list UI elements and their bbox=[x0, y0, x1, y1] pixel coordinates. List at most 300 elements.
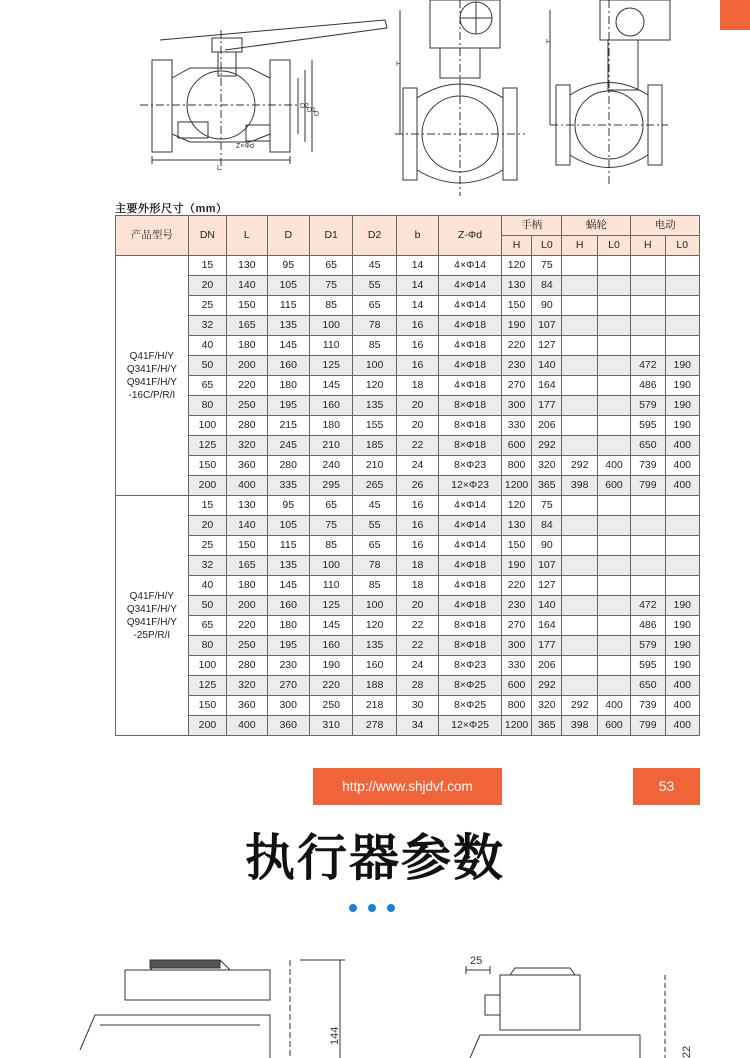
table-cell bbox=[631, 336, 665, 356]
table-cell bbox=[597, 256, 630, 276]
table-cell: 210 bbox=[309, 436, 352, 456]
table-cell: 330 bbox=[501, 656, 531, 676]
table-cell bbox=[562, 336, 597, 356]
table-cell: 100 bbox=[353, 356, 396, 376]
table-cell: 130 bbox=[501, 516, 531, 536]
header-b: b bbox=[396, 216, 438, 256]
table-cell: 190 bbox=[665, 376, 699, 396]
model-line: Q341F/H/Y bbox=[126, 603, 177, 615]
table-cell: 26 bbox=[396, 476, 438, 496]
table-cell bbox=[597, 496, 630, 516]
table-cell: 739 bbox=[631, 456, 665, 476]
table-cell bbox=[665, 256, 699, 276]
table-cell: 230 bbox=[501, 596, 531, 616]
header-d: D bbox=[267, 216, 309, 256]
table-cell: 600 bbox=[501, 436, 531, 456]
table-cell: 185 bbox=[353, 436, 396, 456]
table-cell: 160 bbox=[267, 596, 309, 616]
table-cell: 14 bbox=[396, 276, 438, 296]
table-cell: 200 bbox=[188, 476, 226, 496]
table-cell: 1200 bbox=[501, 716, 531, 736]
table-cell: 292 bbox=[532, 676, 562, 696]
table-row bbox=[116, 296, 700, 316]
table-cell: 130 bbox=[227, 256, 267, 276]
table-cell: 12×Φ25 bbox=[439, 716, 502, 736]
table-row bbox=[116, 556, 700, 576]
table-cell: 180 bbox=[309, 416, 352, 436]
table-cell bbox=[631, 496, 665, 516]
table-cell: 600 bbox=[597, 716, 630, 736]
drawing-label-z: Z×Φd bbox=[236, 143, 254, 150]
table-cell: 200 bbox=[227, 596, 267, 616]
table-cell bbox=[665, 336, 699, 356]
table-cell: 22 bbox=[396, 436, 438, 456]
table-cell: 190 bbox=[665, 356, 699, 376]
table-cell: 400 bbox=[597, 696, 630, 716]
table-cell: 80 bbox=[188, 396, 226, 416]
table-row bbox=[116, 496, 700, 516]
table-cell bbox=[562, 276, 597, 296]
table-cell bbox=[562, 296, 597, 316]
table-cell: 365 bbox=[532, 476, 562, 496]
table-row bbox=[116, 696, 700, 716]
table-cell: 28 bbox=[396, 676, 438, 696]
table-cell bbox=[597, 336, 630, 356]
table-cell bbox=[665, 576, 699, 596]
table-cell: 150 bbox=[227, 536, 267, 556]
table-cell: 135 bbox=[353, 396, 396, 416]
table-cell: 400 bbox=[665, 676, 699, 696]
header-worm: 蜗轮 bbox=[562, 216, 631, 236]
table-cell: 95 bbox=[267, 496, 309, 516]
table-cell: 135 bbox=[267, 316, 309, 336]
table-cell: 180 bbox=[267, 376, 309, 396]
table-cell: 300 bbox=[267, 696, 309, 716]
table-cell bbox=[597, 276, 630, 296]
table-cell: 4×Φ14 bbox=[439, 516, 502, 536]
table-cell: 190 bbox=[665, 656, 699, 676]
table-cell bbox=[597, 536, 630, 556]
table-cell: 250 bbox=[227, 396, 267, 416]
model-line: -25P/R/I bbox=[133, 629, 171, 641]
table-cell: 100 bbox=[309, 556, 352, 576]
table-cell: 24 bbox=[396, 656, 438, 676]
actuator-dim-22: 22 bbox=[681, 1045, 693, 1058]
table-cell: 32 bbox=[188, 556, 226, 576]
table-cell bbox=[597, 376, 630, 396]
dot-icon bbox=[368, 904, 376, 912]
table-cell: 270 bbox=[501, 616, 531, 636]
table-cell bbox=[562, 416, 597, 436]
table-cell: 140 bbox=[227, 516, 267, 536]
table-cell: 100 bbox=[188, 656, 226, 676]
table-cell bbox=[631, 256, 665, 276]
table-cell: 190 bbox=[665, 636, 699, 656]
table-cell: 320 bbox=[227, 676, 267, 696]
table-cell: 4×Φ18 bbox=[439, 356, 502, 376]
table-cell: 110 bbox=[309, 336, 352, 356]
table-cell: 195 bbox=[267, 636, 309, 656]
table-cell: 4×Φ18 bbox=[439, 596, 502, 616]
table-cell: 230 bbox=[501, 356, 531, 376]
table-cell: 14 bbox=[396, 256, 438, 276]
table-cell: 85 bbox=[353, 336, 396, 356]
drawing-label-h2: H bbox=[546, 39, 552, 46]
table-cell bbox=[665, 516, 699, 536]
table-cell: 85 bbox=[353, 576, 396, 596]
table-cell: 155 bbox=[353, 416, 396, 436]
table-cell bbox=[597, 616, 630, 636]
table-cell: 115 bbox=[267, 536, 309, 556]
table-cell: 739 bbox=[631, 696, 665, 716]
table-cell: 80 bbox=[188, 636, 226, 656]
model-cell bbox=[116, 256, 189, 496]
table-cell: 579 bbox=[631, 396, 665, 416]
table-cell: 180 bbox=[227, 336, 267, 356]
table-cell bbox=[562, 376, 597, 396]
table-cell: 190 bbox=[501, 556, 531, 576]
table-cell: 115 bbox=[267, 296, 309, 316]
section-title: 执行器参数 bbox=[245, 830, 505, 886]
actuator-dim-25: 25 bbox=[470, 955, 483, 967]
table-cell bbox=[562, 636, 597, 656]
table-cell: 20 bbox=[396, 416, 438, 436]
table-cell bbox=[631, 536, 665, 556]
table-cell bbox=[665, 496, 699, 516]
table-cell: 310 bbox=[309, 716, 352, 736]
table-cell bbox=[562, 576, 597, 596]
table-row bbox=[116, 676, 700, 696]
table-row bbox=[116, 376, 700, 396]
table-cell: 240 bbox=[309, 456, 352, 476]
table-cell: 16 bbox=[396, 496, 438, 516]
table-cell: 270 bbox=[501, 376, 531, 396]
table-cell: 200 bbox=[227, 356, 267, 376]
table-cell: 398 bbox=[562, 476, 597, 496]
table-cell bbox=[562, 396, 597, 416]
model-line: -16C/P/R/I bbox=[128, 389, 176, 401]
table-cell: 8×Φ25 bbox=[439, 696, 502, 716]
table-cell: 150 bbox=[501, 536, 531, 556]
table-cell: 280 bbox=[227, 656, 267, 676]
table-cell: 22 bbox=[396, 636, 438, 656]
table-cell: 295 bbox=[309, 476, 352, 496]
header-electric-h: H bbox=[631, 236, 665, 256]
table-cell: 145 bbox=[309, 376, 352, 396]
table-cell: 50 bbox=[188, 356, 226, 376]
table-cell bbox=[597, 576, 630, 596]
table-cell bbox=[597, 516, 630, 536]
table-cell: 220 bbox=[309, 676, 352, 696]
table-cell: 4×Φ18 bbox=[439, 576, 502, 596]
table-row bbox=[116, 616, 700, 636]
table-cell: 360 bbox=[227, 696, 267, 716]
table-cell: 150 bbox=[188, 696, 226, 716]
table-row bbox=[116, 456, 700, 476]
header-electric-l0: L0 bbox=[665, 236, 699, 256]
table-cell: 4×Φ14 bbox=[439, 276, 502, 296]
table-cell: 220 bbox=[501, 336, 531, 356]
table-cell: 20 bbox=[396, 396, 438, 416]
table-cell: 120 bbox=[353, 376, 396, 396]
table-cell: 16 bbox=[396, 356, 438, 376]
table-cell bbox=[562, 496, 597, 516]
table-cell: 165 bbox=[227, 316, 267, 336]
table-cell: 8×Φ18 bbox=[439, 416, 502, 436]
table-cell: 127 bbox=[532, 576, 562, 596]
table-cell: 190 bbox=[501, 316, 531, 336]
table-cell: 100 bbox=[309, 316, 352, 336]
table-cell bbox=[597, 416, 630, 436]
table-cell: 25 bbox=[188, 536, 226, 556]
table-cell: 650 bbox=[631, 436, 665, 456]
header-worm-h: H bbox=[562, 236, 597, 256]
table-cell: 292 bbox=[562, 456, 597, 476]
header-d2: D2 bbox=[353, 216, 396, 256]
table-cell: 8×Φ18 bbox=[439, 636, 502, 656]
model-line: Q941F/H/Y bbox=[126, 616, 177, 628]
table-cell: 400 bbox=[665, 716, 699, 736]
model-line: Q41F/H/Y bbox=[129, 350, 175, 362]
table-cell: 4×Φ14 bbox=[439, 496, 502, 516]
table-cell: 800 bbox=[501, 696, 531, 716]
table-cell: 8×Φ18 bbox=[439, 396, 502, 416]
table-cell: 300 bbox=[501, 396, 531, 416]
table-cell bbox=[562, 596, 597, 616]
header-worm-l0: L0 bbox=[597, 236, 630, 256]
table-cell: 8×Φ25 bbox=[439, 676, 502, 696]
table-cell bbox=[597, 596, 630, 616]
table-cell: 190 bbox=[665, 396, 699, 416]
table-cell: 75 bbox=[309, 276, 352, 296]
table-cell: 45 bbox=[353, 256, 396, 276]
table-cell: 4×Φ14 bbox=[439, 536, 502, 556]
table-row bbox=[116, 316, 700, 336]
table-cell bbox=[597, 556, 630, 576]
table-cell: 250 bbox=[227, 636, 267, 656]
header-dn: DN bbox=[188, 216, 226, 256]
table-cell: 150 bbox=[501, 296, 531, 316]
table-cell: 210 bbox=[353, 456, 396, 476]
table-cell bbox=[631, 576, 665, 596]
table-cell bbox=[562, 516, 597, 536]
table-cell: 400 bbox=[665, 476, 699, 496]
dimensions-table bbox=[115, 215, 700, 736]
table-cell bbox=[631, 516, 665, 536]
table-cell: 400 bbox=[597, 456, 630, 476]
table-cell: 164 bbox=[532, 616, 562, 636]
table-cell: 65 bbox=[309, 496, 352, 516]
table-cell: 18 bbox=[396, 556, 438, 576]
table-cell: 8×Φ23 bbox=[439, 656, 502, 676]
table-cell bbox=[562, 256, 597, 276]
table-cell: 320 bbox=[532, 696, 562, 716]
table-row bbox=[116, 656, 700, 676]
table-cell: 8×Φ18 bbox=[439, 616, 502, 636]
table-cell: 218 bbox=[353, 696, 396, 716]
table-cell: 280 bbox=[227, 416, 267, 436]
table-row bbox=[116, 516, 700, 536]
table-cell: 177 bbox=[532, 396, 562, 416]
table-cell: 14 bbox=[396, 296, 438, 316]
table-cell: 300 bbox=[501, 636, 531, 656]
table-cell: 799 bbox=[631, 716, 665, 736]
table-cell: 799 bbox=[631, 476, 665, 496]
header-d1: D1 bbox=[309, 216, 352, 256]
table-cell: 130 bbox=[227, 496, 267, 516]
table-row bbox=[116, 476, 700, 496]
table-cell: 24 bbox=[396, 456, 438, 476]
page-number: 53 bbox=[633, 768, 700, 805]
table-cell: 75 bbox=[309, 516, 352, 536]
table-cell bbox=[597, 636, 630, 656]
header-l: L bbox=[227, 216, 267, 256]
table-cell bbox=[665, 296, 699, 316]
table-cell: 107 bbox=[532, 556, 562, 576]
table-cell: 84 bbox=[532, 276, 562, 296]
table-cell: 8×Φ18 bbox=[439, 436, 502, 456]
table-cell: 330 bbox=[501, 416, 531, 436]
table-cell: 164 bbox=[532, 376, 562, 396]
table-cell bbox=[665, 556, 699, 576]
table-row bbox=[116, 636, 700, 656]
table-cell: 45 bbox=[353, 496, 396, 516]
drawing-label-d2: D2 bbox=[300, 103, 309, 110]
table-cell: 278 bbox=[353, 716, 396, 736]
table-row bbox=[116, 436, 700, 456]
table-cell: 18 bbox=[396, 576, 438, 596]
table-cell: 190 bbox=[665, 596, 699, 616]
table-cell bbox=[631, 296, 665, 316]
table-cell: 4×Φ18 bbox=[439, 336, 502, 356]
table-cell: 360 bbox=[267, 716, 309, 736]
table-cell: 206 bbox=[532, 656, 562, 676]
table-cell: 220 bbox=[227, 616, 267, 636]
table-cell: 800 bbox=[501, 456, 531, 476]
table-cell: 150 bbox=[188, 456, 226, 476]
table-cell: 4×Φ18 bbox=[439, 376, 502, 396]
drawing-label-h: H bbox=[396, 61, 402, 68]
table-cell: 15 bbox=[188, 256, 226, 276]
table-cell: 335 bbox=[267, 476, 309, 496]
table-cell: 206 bbox=[532, 416, 562, 436]
header-handle-h: H bbox=[501, 236, 531, 256]
table-cell bbox=[665, 536, 699, 556]
table-cell: 127 bbox=[532, 336, 562, 356]
model-line: Q41F/H/Y bbox=[129, 590, 175, 602]
table-cell: 600 bbox=[597, 476, 630, 496]
table-cell: 85 bbox=[309, 296, 352, 316]
table-cell: 486 bbox=[631, 616, 665, 636]
table-caption: 主要外形尺寸（mm） bbox=[115, 203, 228, 215]
table-cell: 400 bbox=[665, 436, 699, 456]
table-cell: 120 bbox=[501, 256, 531, 276]
actuator-dim-144: 144 bbox=[329, 1026, 341, 1045]
table-cell: 650 bbox=[631, 676, 665, 696]
table-cell: 320 bbox=[532, 456, 562, 476]
table-cell bbox=[631, 556, 665, 576]
table-cell bbox=[597, 296, 630, 316]
table-cell: 125 bbox=[309, 356, 352, 376]
table-cell bbox=[597, 356, 630, 376]
table-cell: 190 bbox=[665, 616, 699, 636]
table-cell: 595 bbox=[631, 416, 665, 436]
table-cell: 22 bbox=[396, 616, 438, 636]
table-cell: 160 bbox=[267, 356, 309, 376]
table-cell: 400 bbox=[227, 476, 267, 496]
table-cell: 265 bbox=[353, 476, 396, 496]
table-cell bbox=[562, 656, 597, 676]
table-cell bbox=[562, 556, 597, 576]
table-cell bbox=[562, 536, 597, 556]
footer-url[interactable]: http://www.shjdvf.com bbox=[313, 768, 502, 805]
decorative-dots bbox=[345, 900, 405, 916]
header-model: 产品型号 bbox=[116, 216, 189, 256]
table-cell: 280 bbox=[267, 456, 309, 476]
table-cell: 105 bbox=[267, 516, 309, 536]
table-cell: 125 bbox=[188, 436, 226, 456]
table-cell: 245 bbox=[267, 436, 309, 456]
table-cell: 65 bbox=[188, 376, 226, 396]
table-cell: 40 bbox=[188, 336, 226, 356]
table-cell: 65 bbox=[309, 256, 352, 276]
table-cell: 55 bbox=[353, 516, 396, 536]
table-cell bbox=[665, 276, 699, 296]
table-row bbox=[116, 396, 700, 416]
table-cell: 100 bbox=[353, 596, 396, 616]
model-line: Q941F/H/Y bbox=[126, 376, 177, 388]
table-cell: 472 bbox=[631, 596, 665, 616]
header-handle: 手柄 bbox=[501, 216, 562, 236]
table-cell: 292 bbox=[562, 696, 597, 716]
table-cell: 177 bbox=[532, 636, 562, 656]
table-cell: 135 bbox=[353, 636, 396, 656]
table-row bbox=[116, 716, 700, 736]
model-cell bbox=[116, 496, 189, 736]
table-cell: 20 bbox=[396, 596, 438, 616]
table-cell: 220 bbox=[227, 376, 267, 396]
drawing-label-d: D bbox=[314, 111, 320, 118]
table-cell: 145 bbox=[309, 616, 352, 636]
table-cell: 250 bbox=[309, 696, 352, 716]
table-cell: 18 bbox=[396, 376, 438, 396]
table-cell bbox=[562, 676, 597, 696]
table-cell: 398 bbox=[562, 716, 597, 736]
model-line: Q341F/H/Y bbox=[126, 363, 177, 375]
table-cell: 16 bbox=[396, 316, 438, 336]
table-cell: 95 bbox=[267, 256, 309, 276]
table-cell: 4×Φ14 bbox=[439, 256, 502, 276]
table-cell: 32 bbox=[188, 316, 226, 336]
table-cell: 190 bbox=[665, 416, 699, 436]
table-cell: 400 bbox=[665, 456, 699, 476]
table-cell: 84 bbox=[532, 516, 562, 536]
table-cell: 105 bbox=[267, 276, 309, 296]
table-row bbox=[116, 276, 700, 296]
table-cell: 78 bbox=[353, 316, 396, 336]
table-cell: 12×Φ23 bbox=[439, 476, 502, 496]
table-cell: 145 bbox=[267, 576, 309, 596]
table-cell: 90 bbox=[532, 296, 562, 316]
table-cell: 400 bbox=[227, 716, 267, 736]
table-cell: 220 bbox=[501, 576, 531, 596]
table-cell: 120 bbox=[501, 496, 531, 516]
table-cell: 292 bbox=[532, 436, 562, 456]
table-cell: 4×Φ18 bbox=[439, 556, 502, 576]
table-cell bbox=[597, 316, 630, 336]
table-cell: 360 bbox=[227, 456, 267, 476]
table-cell: 600 bbox=[501, 676, 531, 696]
